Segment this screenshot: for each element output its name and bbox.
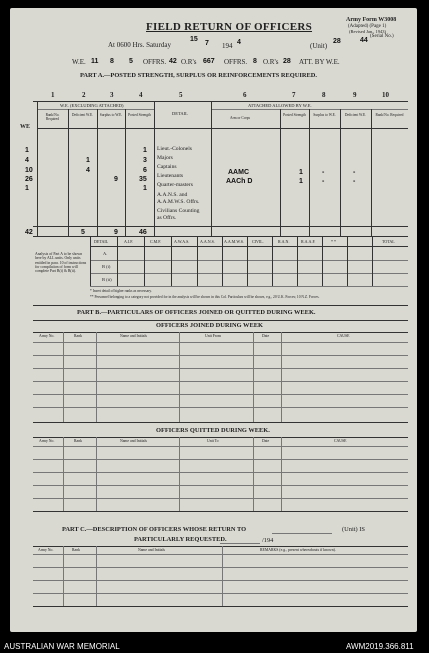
col-number-5: 5 xyxy=(179,91,183,99)
joined-head-cause: CAUSE xyxy=(337,334,350,338)
analysis-head-total: TOTAL xyxy=(382,239,395,244)
c-head-name: Name and Initials xyxy=(138,548,165,552)
detail-item-1: Lieut.-Colonels xyxy=(157,146,192,152)
caption-left: AUSTRALIAN WAR MEMORIAL xyxy=(4,642,120,651)
c-head-army-no: Army No. xyxy=(38,548,54,552)
ors-label: O.R's xyxy=(181,58,197,66)
form-title: FIELD RETURN OF OFFICERS xyxy=(146,21,313,33)
col-number-7: 7 xyxy=(292,91,296,99)
offrs2-label: OFFRS. xyxy=(224,58,248,66)
we-label: W.E. xyxy=(72,58,86,66)
we-excl-header: W.E. (EXCLUDING ATTACHED) xyxy=(60,103,124,108)
total-col1: 42 xyxy=(25,229,33,236)
col4-value-3: 6 xyxy=(143,167,147,174)
detail-item-6: A.A.N.S. and xyxy=(157,192,188,198)
part-c-line2: PARTICULARLY REQUESTED. xyxy=(134,536,227,543)
joined-title: OFFICERS JOINED DURING WEEK xyxy=(156,322,263,329)
ors2-label: O.R's xyxy=(263,58,279,66)
col1-value-3: 10 xyxy=(25,167,33,174)
adapted-label: (Adapted) (Page 1) xyxy=(348,24,387,29)
joined-head-army-no: Army No. xyxy=(39,334,55,338)
analysis-head-other: * * xyxy=(331,239,336,244)
left-head-3: Surplus to W.E. xyxy=(99,113,123,117)
part-a-heading: PART A.—POSTED STRENGTH, SURPLUS OR REINFORCEMENTS REQUIRED. xyxy=(80,72,317,79)
att-label: ATT. BY W.E. xyxy=(299,58,340,66)
attached-corps-1: AAMC xyxy=(228,169,249,176)
analysis-head-detail: DETAIL xyxy=(94,239,109,244)
col-number-6: 6 xyxy=(243,91,247,99)
analysis-head-aamws: A.A.M.W.S. xyxy=(224,239,244,244)
col4-value-1: 1 xyxy=(143,147,147,154)
joined-head-unit: Unit From xyxy=(205,334,221,338)
analysis-head-ran: R.A.N. xyxy=(278,239,290,244)
date-month: 7 xyxy=(205,40,209,47)
quitted-head-date: Date xyxy=(262,439,270,443)
col-number-3: 3 xyxy=(110,91,114,99)
joined-head-date: Date xyxy=(262,334,270,338)
analysis-head-civil: CIVIL. xyxy=(252,239,264,244)
col1-value-5: 1 xyxy=(25,185,29,192)
left-head-4: Posted Strength xyxy=(128,113,151,117)
analysis-head-cmf: C.M.F. xyxy=(150,239,162,244)
serial-label: (Serial No.) xyxy=(370,34,394,39)
year-prefix: 194 xyxy=(222,42,233,50)
analysis-head-raaf: R.A.A.F. xyxy=(301,239,316,244)
army-form-no: Army Form W3008 xyxy=(346,17,397,23)
col2-value-1: 1 xyxy=(86,157,90,164)
deficient-dash-2: - xyxy=(353,178,356,185)
quitted-head-army-no: Army No. xyxy=(39,439,55,443)
c-head-remarks: REMARKS (e.g., present whereabouts if known). xyxy=(260,548,336,552)
offrs-label: OFFRS. xyxy=(143,58,167,66)
part-b-heading: PART B.—PARTICULARS OF OFFICERS JOINED OR QUITTED DURING WEEK. xyxy=(77,309,316,316)
quitted-head-cause: CAUSE xyxy=(334,439,347,443)
analysis-row-b2: B (ii) xyxy=(102,277,112,282)
detail-item-7: A.A.M.W.S. Offrs. xyxy=(157,199,200,205)
date-year: 4 xyxy=(237,39,241,46)
caption-right: AWM2019.366.811 xyxy=(346,642,414,651)
joined-head-rank: Rank xyxy=(74,334,83,338)
attached-header: ATTACHED ALLOWED BY W.E. xyxy=(248,103,312,108)
col3-value-1: 9 xyxy=(114,176,118,183)
detail-item-8: Civilians Counting xyxy=(157,208,200,214)
total-col2: 5 xyxy=(81,229,85,236)
deficient-dash-1: - xyxy=(353,169,356,176)
right-head-1: Arm or Corps xyxy=(230,116,250,120)
we-side-label: WE xyxy=(20,124,31,130)
col4-value-5: 1 xyxy=(143,185,147,192)
detail-item-9: as Offrs. xyxy=(157,215,177,221)
ors-value: 667 xyxy=(203,58,215,65)
col1-value-1: 1 xyxy=(25,147,29,154)
analysis-row-a: A. xyxy=(103,251,108,256)
col-number-10: 10 xyxy=(382,91,389,99)
unit-label: (Unit) xyxy=(310,42,328,50)
footnote-2: ** Personnel belonging to a category not provided for in the analysis will be shown in this Col. Particulars will be shown, e.g., 20 U.K. Forces; 10 N.Z. Forces. xyxy=(90,295,320,299)
analysis-note: Analysis of Part A to be shown here by ALL units. Only units entitled in para. 10 of instructions for compilation of form will complete Part B(i) & B(ii). xyxy=(35,252,87,274)
serial-value-1: 28 xyxy=(333,38,341,45)
detail-item-3: Captains xyxy=(157,164,177,170)
col-number-2: 2 xyxy=(82,91,86,99)
part-c-unit: (Unit) IS xyxy=(342,526,365,533)
right-head-5: Rank/No. Required xyxy=(375,113,404,117)
col-number-1: 1 xyxy=(51,91,55,99)
right-head-2: Posted Strength xyxy=(283,113,306,117)
serial-value-2: 44 xyxy=(360,37,368,44)
part-c-date: /194 xyxy=(262,537,274,544)
col-number-4: 4 xyxy=(139,91,143,99)
offrs2-value: 8 xyxy=(253,58,257,65)
col4-value-4: 35 xyxy=(139,176,147,183)
col2-value-2: 4 xyxy=(86,167,90,174)
col4-value-2: 3 xyxy=(143,157,147,164)
analysis-head-awas: A.W.A.S. xyxy=(174,239,190,244)
attached-dash-1: - xyxy=(322,169,325,176)
we-value-3: 5 xyxy=(129,58,133,65)
col1-value-2: 4 xyxy=(25,157,29,164)
total-col3: 9 xyxy=(114,229,118,236)
attached-dash-2: - xyxy=(322,178,325,185)
c-head-rank: Rank xyxy=(72,548,81,552)
attached-posted-2: 1 xyxy=(299,178,303,185)
detail-item-2: Majors xyxy=(157,155,173,161)
quitted-head-rank: Rank xyxy=(74,439,83,443)
total-col4: 46 xyxy=(139,229,147,236)
analysis-head-aans: A.A.N.S. xyxy=(200,239,215,244)
footnote-1: * Insert detail of higher ranks as necessary. xyxy=(90,289,152,293)
joined-head-name: Name and Initials xyxy=(120,334,147,338)
col-number-8: 8 xyxy=(322,91,326,99)
ors2-value: 28 xyxy=(283,58,291,65)
detail-item-5: Quarter-masters xyxy=(157,182,193,188)
offrs-value: 42 xyxy=(169,58,177,65)
revised-label: (Revised Jan., 1943) xyxy=(349,29,386,34)
detail-item-4: Lieutenants xyxy=(157,173,184,179)
date-day: 15 xyxy=(190,36,198,43)
analysis-head-aif: A.I.F. xyxy=(124,239,134,244)
right-head-4: Deficient W.E. xyxy=(344,113,367,117)
quitted-head-unit: Unit To xyxy=(207,439,219,443)
detail-head: DETAIL xyxy=(172,111,188,116)
we-value-2: 8 xyxy=(110,58,114,65)
at-line: At 0600 Hrs. Saturday xyxy=(108,41,171,49)
col-number-9: 9 xyxy=(353,91,357,99)
attached-posted-1: 1 xyxy=(299,169,303,176)
right-head-3: Surplus to W.E. xyxy=(313,113,336,117)
col1-value-4: 26 xyxy=(25,176,33,183)
part-c-heading: PART C.—DESCRIPTION OF OFFICERS WHOSE RETURN TO xyxy=(62,526,247,533)
left-head-2: Deficient W.E. xyxy=(71,113,94,117)
quitted-title: OFFICERS QUITTED DURING WEEK. xyxy=(156,427,270,434)
we-value-1: 11 xyxy=(91,58,99,65)
analysis-row-b1: B (i) xyxy=(102,264,111,269)
left-head-1: Rank/No. Required xyxy=(45,113,60,121)
attached-corps-2: AACh D xyxy=(226,178,253,185)
quitted-head-name: Name and Initials xyxy=(120,439,147,443)
